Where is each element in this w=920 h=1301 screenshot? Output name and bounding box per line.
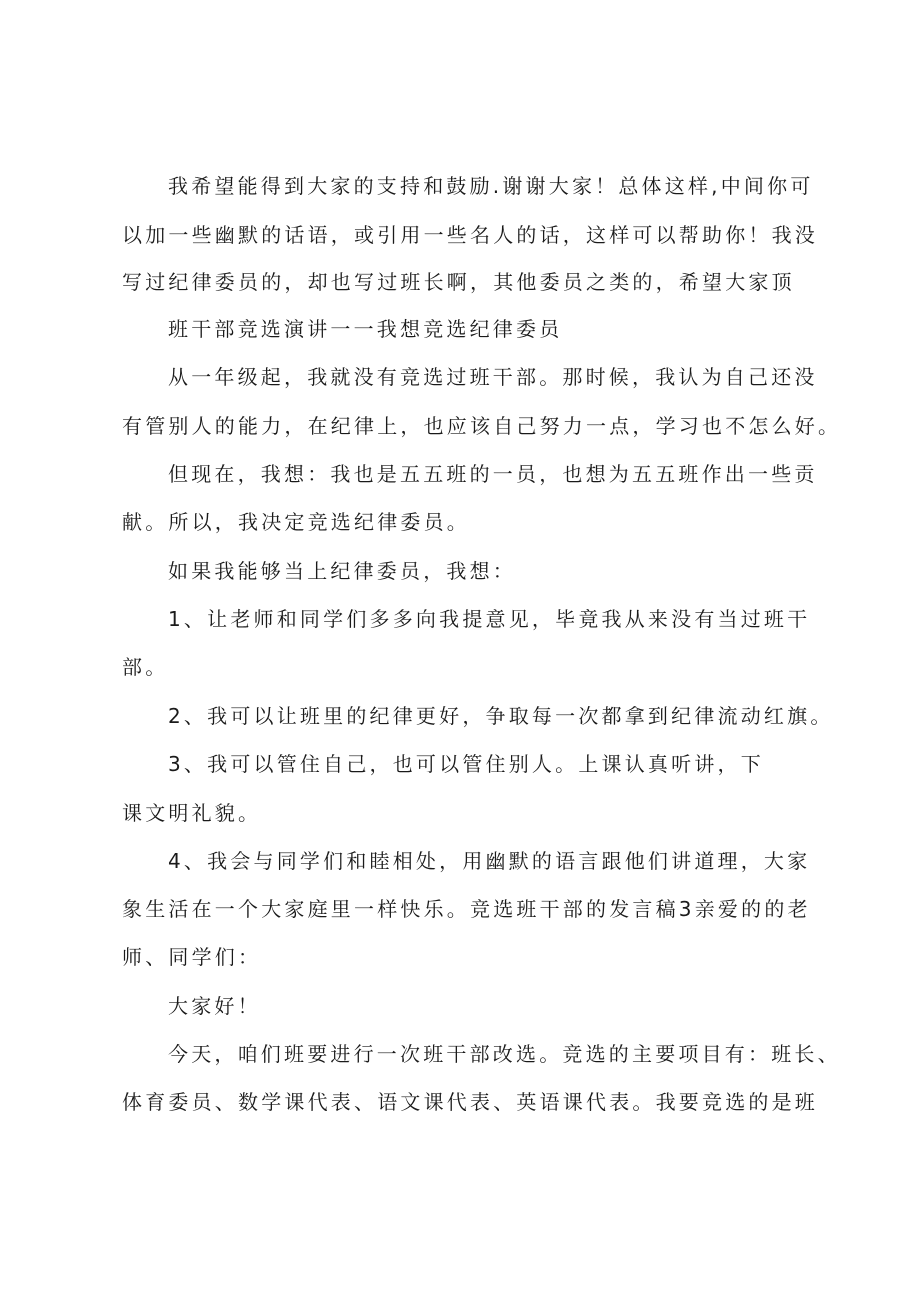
list-item: 3、我可以管住自己，也可以管住别人。上课认真听讲，下 bbox=[168, 752, 764, 776]
paragraph-line: 有管别人的能力，在纪律上，也应该自己努力一点，学习也不怎么好。 bbox=[122, 414, 842, 438]
paragraph-line: 体育委员、数学课代表、语文课代表、英语课代表。我要竞选的是班 bbox=[122, 1090, 818, 1114]
paragraph-line: 献。所以，我决定竞选纪律委员。 bbox=[122, 510, 470, 534]
paragraph-line: 我希望能得到大家的支持和鼓励.谢谢大家！总体这样,中间你可 bbox=[168, 174, 814, 198]
paragraph-line: 从一年级起，我就没有竞选过班干部。那时候，我认为自己还没 bbox=[168, 365, 818, 389]
paragraph-line: 如果我能够当上纪律委员，我想： bbox=[168, 559, 516, 583]
paragraph-line: 以加一些幽默的话语，或引用一些名人的话，这样可以帮助你！我没 bbox=[122, 223, 818, 247]
paragraph-line: 课文明礼貌。 bbox=[122, 801, 262, 825]
paragraph-line: 今天，咱们班要进行一次班干部改选。竞选的主要项目有：班长、 bbox=[168, 1042, 841, 1066]
paragraph-line: 象生活在一个大家庭里一样快乐。竞选班干部的发言稿3亲爱的的老 bbox=[122, 897, 811, 921]
list-item: 2、我可以让班里的纪律更好，争取每一次都拿到纪律流动红旗。 bbox=[168, 704, 834, 728]
greeting-line: 大家好！ bbox=[168, 994, 261, 1018]
list-item: 1、让老师和同学们多多向我提意见，毕竟我从来没有当过班干 bbox=[168, 607, 811, 631]
paragraph-line: 部。 bbox=[122, 655, 169, 679]
paragraph-line: 但现在，我想：我也是五五班的一员，也想为五五班作出一些贡 bbox=[168, 462, 818, 486]
paragraph-line: 师、同学们： bbox=[122, 945, 262, 969]
section-heading: 班干部竞选演讲一一我想竞选纪律委员 bbox=[168, 317, 563, 341]
paragraph-line: 写过纪律委员的，却也写过班长啊，其他委员之类的，希望大家顶 bbox=[122, 270, 795, 294]
list-item: 4、我会与同学们和睦相处，用幽默的语言跟他们讲道理，大家 bbox=[168, 849, 811, 873]
